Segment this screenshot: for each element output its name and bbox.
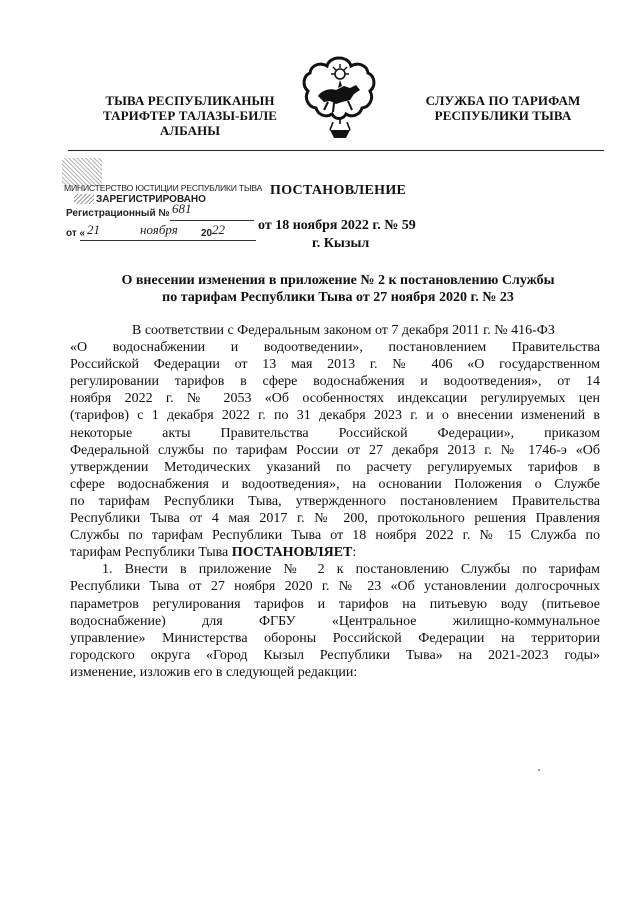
item1-line: водоснабжение) для ФГБУ «Центральное жилищно-коммунальное	[70, 613, 600, 629]
document-date-number: от 18 ноября 2022 г. № 59	[258, 218, 416, 233]
header-left-line: АЛБАНЫ	[159, 123, 221, 138]
stamp-smudge	[62, 158, 102, 186]
body-line: Республики Тыва от 4 мая 2017 г. № 200, протокольного решения Правления	[70, 511, 600, 527]
decree-word: ПОСТАНОВЛЯЕТ	[231, 545, 353, 561]
body-line: Российской Федерации от 13 мая 2013 г. № 406 «О государственном	[70, 357, 600, 373]
heading-line: О внесении изменения в приложение № 2 к постановлению Службы	[121, 273, 555, 288]
body-line: некоторые акты Правительства Российской Федерации», приказом	[70, 425, 600, 441]
decree-colon: :	[352, 545, 357, 561]
header-right-agency-russian	[418, 93, 588, 123]
stamp-underline	[80, 240, 256, 241]
header-left-agency-tuvan	[92, 93, 288, 138]
item1-line: изменение, изложив его в следующей редакции:	[70, 664, 358, 680]
stamp-status: ЗАРЕГИСТРИРОВАНО	[96, 194, 206, 205]
document-type: ПОСТАНОВЛЕНИЕ	[270, 183, 407, 198]
document-body	[70, 322, 600, 681]
stamp-year-prefix: 20	[201, 228, 213, 239]
scan-speck	[538, 769, 540, 771]
registration-stamp	[60, 158, 263, 246]
stamp-reg-label: Регистрационный №	[66, 208, 170, 219]
stamp-ministry: МИНИСТЕРСТВО ЮСТИЦИИ РЕСПУБЛИКИ ТЫВА	[64, 183, 263, 193]
stamp-year: 22	[212, 222, 225, 237]
header-left-line: ТАРИФТЕР ТАЛАЗЫ-БИЛЕ	[102, 108, 278, 123]
body-line: Федеральной службы по тарифам России от 27 декабря 2013 г. № 1746-э «Об	[70, 442, 600, 458]
body-line: утверждении Методических указаний по расчету регулируемых тарифов в	[70, 459, 600, 475]
stamp-smudge	[74, 194, 94, 204]
header-right-line: СЛУЖБА ПО ТАРИФАМ	[425, 93, 581, 108]
header-divider	[68, 150, 604, 151]
body-line: В соответствии с Федеральным законом от 7 декабря 2011 г. № 416-ФЗ	[132, 323, 555, 338]
item1-line: Республики Тыва от 27 ноября 2020 г. № 23 «Об установлении долгосрочных	[70, 579, 600, 595]
item1-line: городского округа «Город Кызыл Республики Тыва» на 2021-2023 годы»	[70, 647, 600, 663]
body-line: сфере водоснабжения и водоотведения», на основании Положения о Службе	[70, 476, 600, 492]
body-line: регулировании тарифов в сфере водоснабжения и водоотведения», от 14	[70, 374, 600, 390]
tuva-coat-of-arms-icon	[300, 52, 378, 142]
body-line: Службы по тарифам Республики Тыва от 18 ноября 2022 г. № 15 Служба по	[70, 528, 600, 544]
stamp-month: ноября	[140, 222, 178, 237]
stamp-underline	[170, 220, 254, 221]
decree-prefix: тарифам Республики Тыва	[70, 545, 232, 561]
body-line-decree	[70, 544, 600, 561]
stamp-date-prefix: от «	[66, 228, 86, 239]
stamp-day: 21	[87, 222, 100, 237]
body-line: по тарифам Республики Тыва, утвержденного постановлением Правительства	[70, 493, 600, 509]
header-right-line: РЕСПУБЛИКИ ТЫВА	[434, 108, 572, 123]
item1-line: параметров регулирования тарифов и тарифов на питьевую воду (питьевое	[70, 596, 600, 612]
body-line: (тарифов) с 1 декабря 2022 г. по 31 декабря 2023 г. и о внесении изменений в	[70, 408, 600, 424]
item1-line: управление» Министерства обороны Российской Федерации на территории	[70, 630, 600, 646]
header-left-line: ТЫВА РЕСПУБЛИКАНЫН	[105, 93, 275, 108]
item1-line: 1. Внести в приложение № 2 к постановлению Службы по тарифам	[102, 562, 600, 578]
stamp-reg-number: 681	[172, 201, 192, 216]
document-heading	[70, 272, 606, 306]
body-line: «О водоснабжении и водоотведении», постановлением Правительства	[70, 340, 600, 356]
heading-line: по тарифам Республики Тыва от 27 ноября 2020 г. № 23	[162, 290, 514, 305]
document-city: г. Кызыл	[312, 236, 370, 251]
body-line: ноября 2022 г. № 2053 «Об особенностях индексации регулируемых цен	[70, 391, 600, 407]
